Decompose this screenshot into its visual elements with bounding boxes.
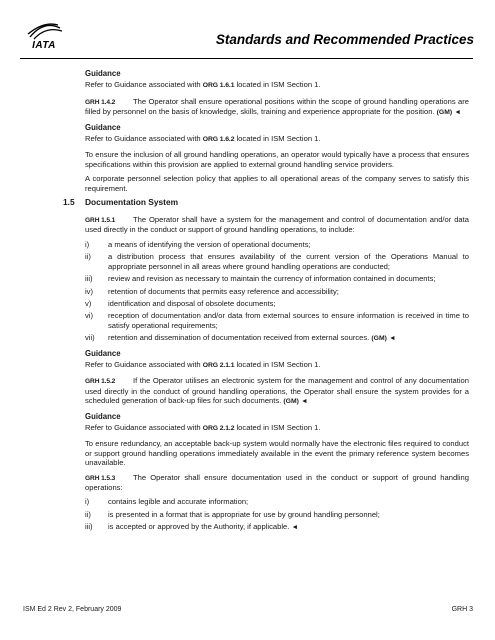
list-item-number: i)	[85, 239, 90, 249]
provision-code: GRH 1.5.3	[85, 474, 116, 482]
reference-code: ORG 2.1.1	[202, 361, 235, 369]
standard-provision	[85, 376, 469, 406]
numbered-list	[85, 497, 469, 532]
list-item	[85, 274, 469, 283]
reference-prefix: Refer to Guidance associated with	[85, 422, 203, 432]
reference-suffix: located in ISM Section 1.	[234, 134, 321, 144]
guidance-reference	[85, 134, 469, 144]
page-header	[22, 22, 474, 56]
guidance-reference	[85, 423, 469, 433]
reference-prefix: Refer to Guidance associated with	[85, 359, 203, 369]
list-item-text: a distribution process that ensures availability of the current version of the Operations Manual to appropriate personnel in all areas where ground handling operations are conducted;	[108, 252, 469, 271]
provision-text: The Operator shall ensure operational positions within the scope of ground handling operations are filled by personnel on the basis of knowledge, skills, training and experience appropriate for the position.	[85, 96, 469, 117]
provision-code: GRH 1.4.2	[85, 98, 116, 106]
guidance-marker: (GM)	[371, 335, 387, 343]
guidance-paragraph: To ensure redundancy, an acceptable back-up system would normally have the electronic files required to conduct or support ground handling operations immediately available in the event the primary reference system becomes unavailable.	[85, 439, 469, 468]
provision-text: If the Operator utilises an electronic system for the management and control of any documentation used directly in the conduct of ground handling operations, the Operator shall ensure the system provides for a scheduled generation of back-up files for such documents.	[85, 376, 469, 406]
reference-code: ORG 1.6.1	[202, 82, 235, 90]
guidance-heading: Guidance	[85, 411, 121, 421]
standard-provision	[85, 215, 469, 235]
list-item-number: i)	[85, 497, 90, 507]
page-title: Standards and Recommended Practices	[215, 32, 474, 47]
logo-text: IATA	[32, 40, 56, 51]
end-marker-icon: ◄	[291, 524, 299, 532]
end-marker-icon: ◄	[389, 335, 396, 343]
list-item-number: ii)	[85, 252, 91, 262]
list-item-text: review and revision as necessary to maintain the currency of information contained in documents;	[108, 274, 436, 284]
section-heading	[0, 198, 495, 209]
header-divider	[20, 58, 473, 59]
guidance-heading: Guidance	[85, 348, 121, 358]
list-item-text: a means of identifying the version of operational documents;	[108, 239, 311, 249]
end-marker-icon: ◄	[301, 398, 308, 406]
reference-suffix: located in ISM Section 1.	[234, 359, 321, 369]
globe-logo-icon	[22, 22, 66, 40]
list-item	[85, 510, 469, 519]
document-body	[0, 69, 495, 538]
guidance-marker: (GM)	[436, 109, 453, 117]
provision-text: The Operator shall ensure documentation used in the conduct or support of ground handling operations:	[85, 472, 469, 492]
list-item	[85, 522, 469, 532]
guidance-reference	[85, 80, 469, 90]
reference-prefix: Refer to Guidance associated with	[85, 134, 203, 144]
standard-provision	[85, 473, 469, 493]
reference-prefix: Refer to Guidance associated with	[85, 80, 203, 90]
iata-logo	[22, 22, 66, 52]
list-item-text: retention of documents that permits easy reference and accessibility;	[108, 286, 339, 296]
list-item	[85, 240, 469, 249]
provision-code: GRH 1.5.1	[85, 217, 116, 225]
list-item-number: iii)	[85, 522, 93, 532]
list-item-text: is presented in a format that is appropriate for use by ground handling personnel;	[108, 509, 380, 519]
reference-code: ORG 1.6.2	[202, 136, 235, 144]
guidance-marker: (GM)	[283, 398, 299, 406]
list-item-text: identification and disposal of obsolete documents;	[108, 298, 276, 308]
section-number: 1.5	[63, 197, 75, 208]
end-marker-icon: ◄	[454, 109, 461, 117]
list-item	[85, 497, 469, 506]
list-item-number: v)	[85, 298, 92, 308]
provision-text: The Operator shall have a system for the management and control of documentation and/or data used directly in the conduct or support of ground handling operations, to include:	[85, 215, 469, 235]
guidance-paragraph: To ensure the inclusion of all ground handling operations, an operator would typically have a process that ensures specifications within this provision are applied to external ground handling service providers.	[85, 150, 469, 169]
list-item-number: iii)	[85, 274, 93, 284]
list-item-number: iv)	[85, 286, 94, 296]
list-item-number: vii)	[85, 333, 95, 343]
list-item	[85, 252, 469, 271]
list-item-text: contains legible and accurate information;	[108, 497, 249, 507]
list-item	[85, 311, 469, 330]
list-item	[85, 287, 469, 296]
guidance-heading: Guidance	[85, 69, 121, 78]
list-item-text: is accepted or approved by the Authority, if applicable.	[108, 522, 290, 532]
guidance-reference	[85, 360, 469, 370]
reference-suffix: located in ISM Section 1.	[234, 80, 321, 90]
list-item	[85, 299, 469, 308]
standard-provision	[85, 97, 469, 118]
list-item-text: reception of documentation and/or data from external sources to ensure information is received in time to satisfy operational requirements;	[108, 311, 469, 330]
numbered-list	[85, 240, 469, 344]
provision-code: GRH 1.5.2	[85, 378, 116, 386]
guidance-heading: Guidance	[85, 122, 121, 132]
list-item-text: retention and dissemination of documentation received from external sources.	[108, 333, 370, 343]
list-item-number: ii)	[85, 509, 91, 519]
reference-code: ORG 2.1.2	[202, 424, 235, 432]
list-item-number: vi)	[85, 311, 94, 321]
list-item	[85, 333, 469, 343]
reference-suffix: located in ISM Section 1.	[234, 422, 321, 432]
footer-edition: ISM Ed 2 Rev 2, February 2009	[23, 606, 122, 613]
section-title: Documentation System	[85, 197, 179, 208]
footer-page-number: GRH 3	[451, 606, 473, 613]
guidance-paragraph: A corporate personnel selection policy that applies to all operational areas of the company serves to satisfy this requirement.	[85, 174, 469, 193]
